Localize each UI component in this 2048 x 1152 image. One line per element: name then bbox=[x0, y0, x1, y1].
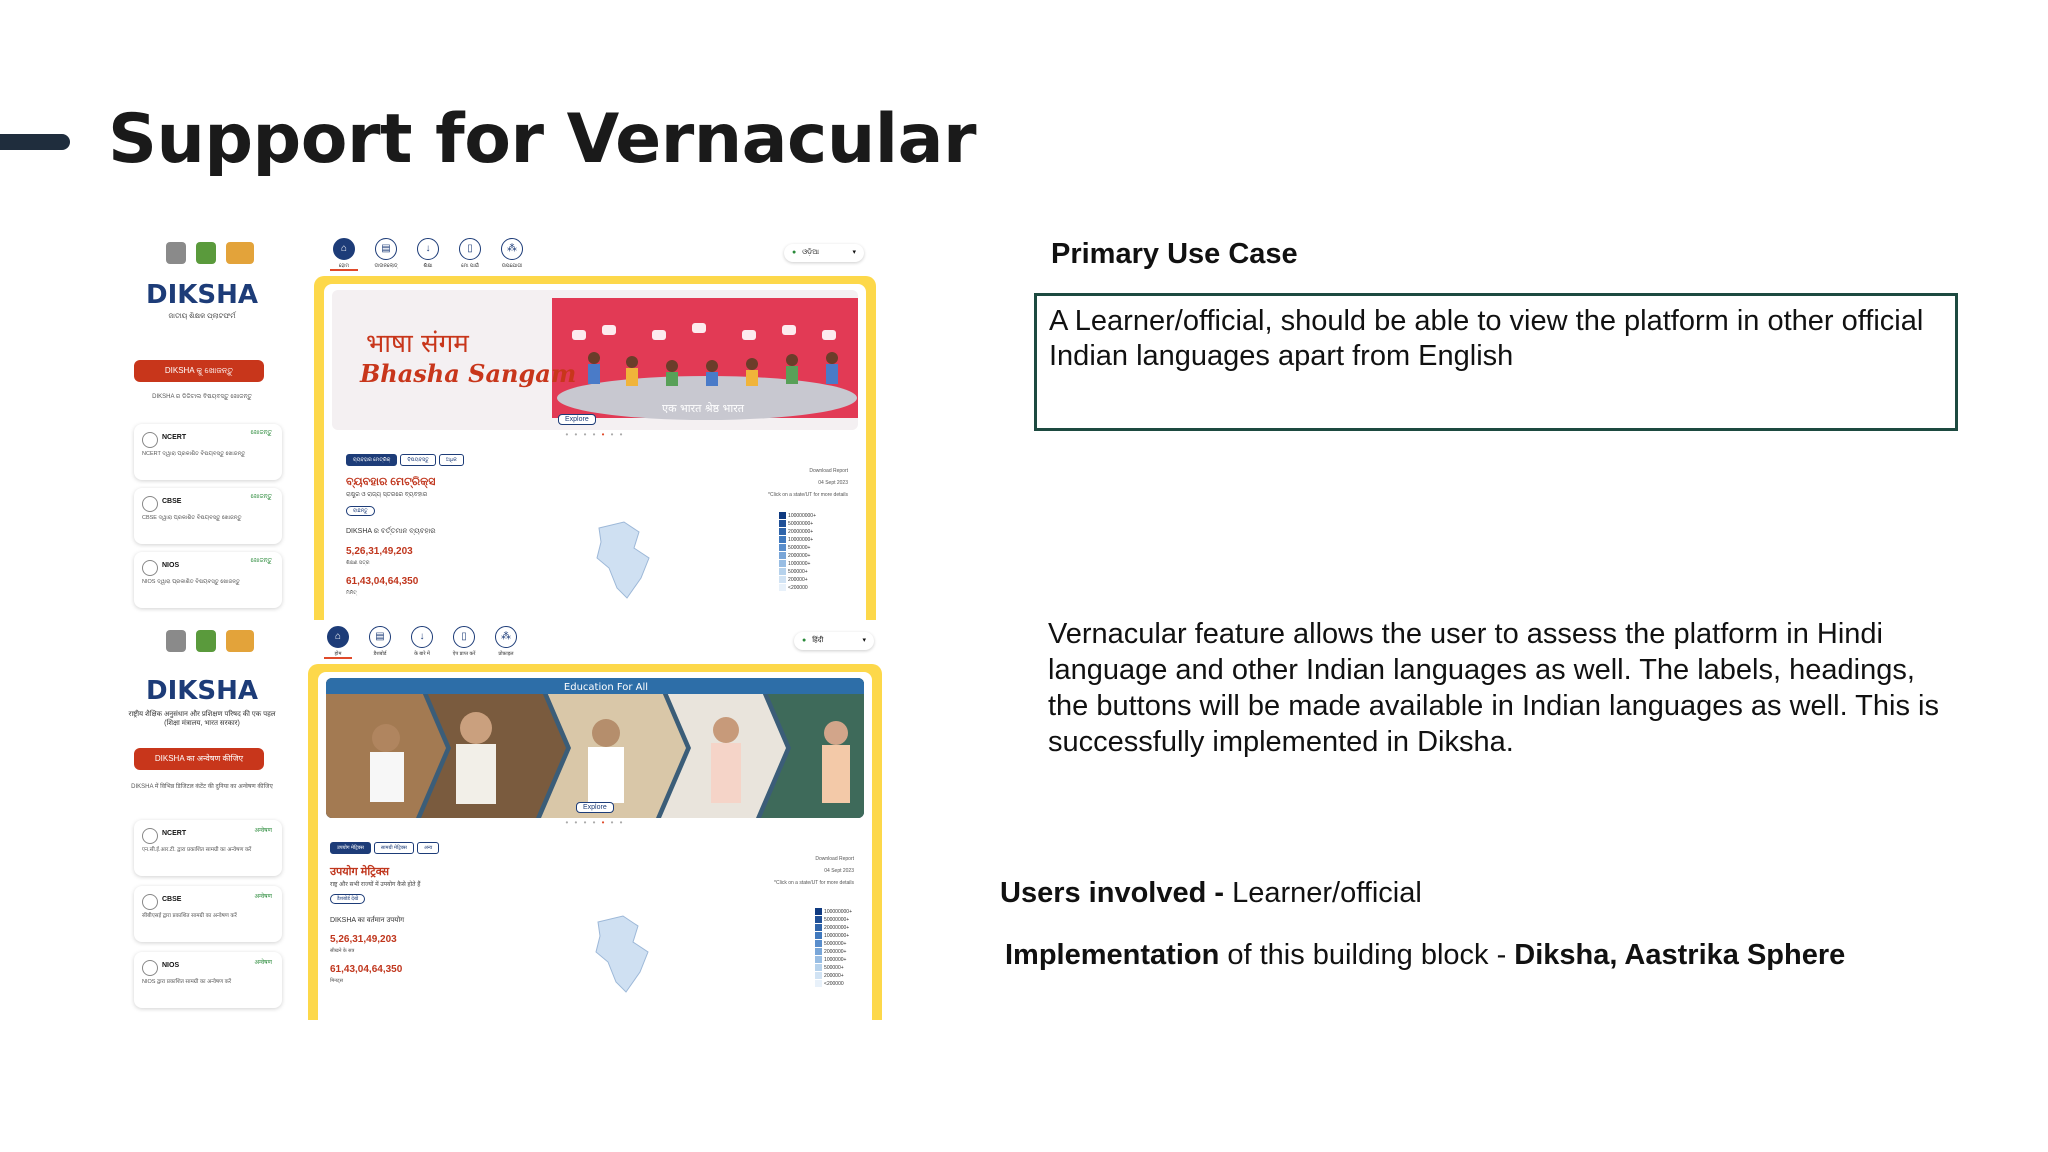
hero-banner[interactable] bbox=[326, 678, 864, 818]
legend-label: 20000000+ bbox=[824, 925, 850, 931]
legend-swatch bbox=[779, 536, 786, 543]
updated-date: 04 Sept 2023 bbox=[818, 480, 848, 486]
network-icon: ⁂ bbox=[495, 626, 517, 648]
dashboard-icon: ▤ bbox=[375, 238, 397, 260]
nav-label: होम bbox=[324, 651, 352, 659]
chevron-down-icon: ▾ bbox=[852, 249, 856, 256]
info-icon: ↓ bbox=[411, 626, 433, 648]
users-value: Learner/official bbox=[1232, 877, 1422, 909]
language-select[interactable] bbox=[794, 632, 874, 650]
legend-swatch bbox=[779, 544, 786, 551]
stat-minutes-label: ମିନିଟ୍ bbox=[346, 590, 357, 596]
metrics-subtitle: ରାଷ୍ଟ୍ର ଓ ରାଜ୍ୟ ସ୍ତରରେ ବ୍ୟବହାର bbox=[346, 492, 428, 498]
nav-label: ହୋମ bbox=[330, 263, 358, 271]
tab-more[interactable]: ଅଧିକ bbox=[439, 454, 464, 466]
banner-title-native: भाषा संगम bbox=[366, 329, 469, 359]
india-map[interactable] bbox=[579, 518, 669, 608]
legend-label: 200000+ bbox=[824, 973, 844, 979]
legend-label: 500000+ bbox=[788, 569, 808, 575]
nav-profile[interactable] bbox=[492, 626, 520, 659]
ncert-logo-icon bbox=[142, 432, 158, 448]
partner-logos bbox=[166, 242, 254, 264]
click-note: *Click on a state/UT for more details bbox=[768, 492, 848, 498]
legend-label: 5000000+ bbox=[788, 545, 811, 551]
metrics-subtitle: राष्ट्र और सभी राज्यों में उपयोग कैसे होते हैं bbox=[330, 882, 421, 888]
legend-item bbox=[779, 536, 816, 544]
legend-swatch bbox=[815, 908, 822, 915]
legend-label: <200000 bbox=[788, 585, 808, 591]
explore-caption: DIKSHA ର ଡିଜିଟାଲ ବିଷୟବସ୍ତୁ ଖୋଜନ୍ତୁ bbox=[152, 394, 252, 400]
phone-icon: ▯ bbox=[459, 238, 481, 260]
card-badge: अन्वेषण bbox=[254, 894, 272, 900]
card-badge: अन्वेषण bbox=[254, 960, 272, 966]
download-report-link[interactable]: Download Report bbox=[815, 856, 854, 862]
stat-minutes-label: मिनट्स bbox=[330, 978, 343, 984]
legend-swatch bbox=[779, 552, 786, 559]
language-select[interactable] bbox=[784, 244, 864, 262]
legend-label: 100000000+ bbox=[824, 909, 852, 915]
legend-swatch bbox=[779, 528, 786, 535]
legend-swatch bbox=[815, 980, 822, 987]
nav-label: ଶିକ୍ଷା bbox=[423, 263, 433, 269]
legend-label: 10000000+ bbox=[824, 933, 850, 939]
implementation-label: Implementation bbox=[1005, 939, 1220, 971]
legend-item bbox=[815, 980, 852, 988]
board-card-ncert[interactable] bbox=[134, 820, 282, 876]
legend-item bbox=[779, 528, 816, 536]
info-icon: ↓ bbox=[417, 238, 439, 260]
tab-usage[interactable]: उपयोग मेट्रिक्स bbox=[330, 842, 371, 854]
card-desc: एन.सी.ई.आर.टी. द्वारा प्रकाशित सामग्री का अन्वेषण करें bbox=[142, 847, 252, 853]
legend-item bbox=[779, 552, 816, 560]
users-label: Users involved - bbox=[1000, 877, 1233, 909]
banner-caption: Education For All bbox=[563, 682, 649, 693]
legend-label: 1000000+ bbox=[788, 561, 811, 567]
network-icon: ⁂ bbox=[501, 238, 523, 260]
nav-about[interactable] bbox=[414, 238, 442, 271]
metrics-label: DIKSHA का वर्तमान उपयोग bbox=[330, 917, 405, 924]
nav-about[interactable] bbox=[408, 626, 436, 659]
cbse-logo-icon bbox=[142, 894, 158, 910]
legend-swatch bbox=[815, 924, 822, 931]
card-name: CBSE bbox=[162, 896, 182, 903]
implementation-label-rest: of this building block - bbox=[1219, 939, 1515, 971]
metrics-tabs bbox=[330, 842, 439, 854]
nav-label: प्रोफ़ाइल bbox=[498, 651, 514, 657]
nav-dashboard[interactable] bbox=[366, 626, 394, 659]
banner-caption: एक भारत श्रेष्ठ भारत bbox=[662, 402, 744, 415]
legend-item bbox=[779, 560, 816, 568]
implementation-value: Diksha, Aastrika Sphere bbox=[1514, 939, 1846, 971]
legend-label: 50000000+ bbox=[788, 521, 814, 527]
nav-dashboard[interactable] bbox=[372, 238, 400, 271]
brand-tagline: राष्ट्रीय शैक्षिक अनुसंधान और प्रशिक्षण परिषद की एक पहल (शिक्षा मंत्रालय, भारत सरकार) bbox=[128, 711, 276, 727]
chevron-down-icon: ▾ bbox=[862, 637, 866, 644]
nav-app[interactable] bbox=[456, 238, 484, 271]
title-accent-bar bbox=[0, 134, 70, 150]
explore-caption: DIKSHA में विभिन्न डिजिटल कंटेंट की दुनिया का अन्वेषण कीजिए bbox=[131, 784, 273, 790]
nav-app[interactable] bbox=[450, 626, 478, 659]
legend-item bbox=[815, 916, 852, 924]
card-badge: ଖୋଜନ୍ତୁ bbox=[250, 558, 272, 564]
legend-swatch bbox=[815, 940, 822, 947]
banner-explore-button[interactable]: Explore bbox=[576, 802, 614, 813]
legend-label: 200000+ bbox=[788, 577, 808, 583]
legend-swatch bbox=[779, 584, 786, 591]
legend-item bbox=[815, 932, 852, 940]
tab-content[interactable]: सामग्री मेट्रिक्स bbox=[374, 842, 414, 854]
emblem-icon bbox=[166, 630, 186, 652]
legend-swatch bbox=[815, 948, 822, 955]
home-icon: ⌂ bbox=[327, 626, 349, 648]
legend-swatch bbox=[779, 568, 786, 575]
carousel-dots[interactable]: • • • • • • • bbox=[565, 818, 625, 827]
aadhya-logo-icon bbox=[226, 630, 254, 652]
primary-use-case-text: A Learner/official, should be able to view the platform in other official Indian languages apart from English bbox=[1049, 305, 1924, 372]
nav-label: ଡାଉନଲୋଡ୍ bbox=[374, 263, 398, 269]
nav-home[interactable] bbox=[324, 626, 352, 659]
legend-swatch bbox=[815, 964, 822, 971]
metrics-heading: उपयोग मेट्रिक्स bbox=[330, 866, 390, 878]
ncert-logo-icon bbox=[142, 828, 158, 844]
stat-learning-sessions-label: ଶିକ୍ଷଣ ସତ୍ର bbox=[346, 560, 370, 566]
board-card-ncert[interactable] bbox=[134, 424, 282, 480]
leaf-logo-icon bbox=[196, 630, 216, 652]
aadhya-logo-icon bbox=[226, 242, 254, 264]
explore-diksha-button[interactable]: DIKSHA କୁ ଖୋଜନ୍ତୁ bbox=[134, 360, 264, 382]
legend-label: 2000000+ bbox=[824, 949, 847, 955]
brand-logo: DIKSHA bbox=[145, 676, 258, 706]
card-name: NIOS bbox=[162, 962, 180, 969]
legend-item bbox=[779, 584, 816, 592]
screenshot-odia bbox=[108, 232, 884, 620]
hero-banner[interactable] bbox=[332, 290, 858, 430]
legend-item bbox=[815, 964, 852, 972]
tab-content[interactable]: ବିଷୟବସ୍ତୁ bbox=[400, 454, 435, 466]
legend-item bbox=[779, 512, 816, 520]
legend-label: <200000 bbox=[824, 981, 844, 987]
stat-minutes: 61,43,04,64,350 bbox=[346, 576, 419, 587]
nav-label: ऐप प्राप्त करें bbox=[452, 651, 476, 657]
nav-home[interactable] bbox=[330, 238, 358, 271]
map-legend bbox=[815, 908, 852, 988]
india-map[interactable] bbox=[578, 912, 668, 1002]
legend-label: 1000000+ bbox=[824, 957, 847, 963]
board-card-cbse[interactable] bbox=[134, 886, 282, 942]
legend-label: 20000000+ bbox=[788, 529, 814, 535]
legend-item bbox=[815, 972, 852, 980]
metrics-tabs bbox=[346, 454, 464, 466]
nav-label: के बारे में bbox=[414, 651, 430, 657]
main-content bbox=[318, 672, 872, 1020]
legend-label: 100000000+ bbox=[788, 513, 816, 519]
stat-learning-sessions-label: सीखने के सत्र bbox=[330, 948, 355, 954]
banner-title-latin: Bhasha Sangam bbox=[360, 359, 577, 388]
card-badge: ଖୋଜନ୍ତୁ bbox=[250, 430, 272, 436]
language-value: हिंदी bbox=[812, 637, 824, 644]
card-desc: NIOS द्वारा प्रकाशित सामग्री का अन्वेषण करें bbox=[142, 979, 232, 985]
metrics-heading: ବ୍ୟବହାର ମେଟ୍ରିକ୍ସ bbox=[346, 476, 436, 488]
globe-icon: ● bbox=[792, 249, 797, 256]
education-for-all-banner bbox=[326, 678, 864, 818]
language-value: ଓଡ଼ିଆ bbox=[802, 249, 820, 256]
brand-tagline: ଜାତୀୟ ଶିକ୍ଷକ ପ୍ଲାଟଫର୍ମ bbox=[168, 313, 236, 320]
screenshot-hindi bbox=[108, 620, 884, 1020]
main-content bbox=[324, 284, 866, 620]
legend-item bbox=[779, 568, 816, 576]
nios-logo-icon bbox=[142, 560, 158, 576]
updated-date: 04 Sept 2023 bbox=[824, 868, 854, 874]
legend-label: 10000000+ bbox=[788, 537, 814, 543]
stat-learning-sessions: 5,26,31,49,203 bbox=[330, 934, 397, 945]
card-badge: अन्वेषण bbox=[254, 828, 272, 834]
globe-icon: ● bbox=[802, 637, 807, 644]
metrics-button[interactable]: ବାଛନ୍ତୁ bbox=[346, 506, 375, 516]
sidebar bbox=[108, 232, 296, 620]
slide-title: Support for Vernacular bbox=[108, 100, 976, 179]
card-desc: NIOS ଦ୍ୱାରା ପ୍ରକାଶିତ ବିଷୟବସ୍ତୁ ଖୋଜନ୍ତୁ bbox=[142, 579, 240, 585]
carousel-dots[interactable]: • • • • • • • bbox=[565, 430, 625, 439]
legend-label: 50000000+ bbox=[824, 917, 850, 923]
legend-swatch bbox=[815, 916, 822, 923]
top-nav bbox=[324, 626, 520, 659]
card-name: NCERT bbox=[162, 830, 187, 837]
main-frame bbox=[314, 276, 876, 620]
stat-minutes: 61,43,04,64,350 bbox=[330, 964, 403, 975]
top-nav bbox=[330, 238, 526, 271]
emblem-icon bbox=[166, 242, 186, 264]
card-badge: ଖୋଜନ୍ତୁ bbox=[250, 494, 272, 500]
legend-swatch bbox=[815, 932, 822, 939]
card-name: NCERT bbox=[162, 434, 187, 441]
brand-logo: DIKSHA bbox=[145, 280, 258, 310]
sidebar bbox=[108, 620, 296, 1020]
legend-swatch bbox=[815, 972, 822, 979]
tab-more[interactable]: अन्य bbox=[417, 842, 439, 854]
legend-swatch bbox=[815, 956, 822, 963]
banner-explore-button[interactable]: Explore bbox=[558, 414, 596, 425]
main-frame bbox=[308, 664, 882, 1020]
board-card-nios[interactable] bbox=[134, 552, 282, 608]
legend-item bbox=[815, 924, 852, 932]
partner-logos bbox=[166, 630, 254, 652]
legend-swatch bbox=[779, 520, 786, 527]
legend-label: 5000000+ bbox=[824, 941, 847, 947]
phone-icon: ▯ bbox=[453, 626, 475, 648]
legend-item bbox=[779, 576, 816, 584]
bhasha-sangam-banner bbox=[332, 290, 858, 430]
download-report-link[interactable]: Download Report bbox=[809, 468, 848, 474]
nav-profile[interactable] bbox=[498, 238, 526, 271]
feature-description: Vernacular feature allows the user to assess the platform in Hindi language and other Indian languages as well. The labels, headings, the buttons will be made available in Indian languages as well. This is successfully implemented in Diksha. bbox=[1048, 618, 1939, 758]
card-name: CBSE bbox=[162, 498, 182, 505]
legend-label: 500000+ bbox=[824, 965, 844, 971]
click-note: *Click on a state/UT for more details bbox=[774, 880, 854, 886]
card-desc: CBSE ଦ୍ୱାରା ପ୍ରକାଶିତ ବିଷୟବସ୍ତୁ ଖୋଜନ୍ତୁ bbox=[142, 515, 242, 521]
metrics-label: DIKSHA ର ବର୍ତ୍ତମାନ ବ୍ୟବହାର bbox=[346, 528, 436, 535]
explore-diksha-button[interactable]: DIKSHA का अन्वेषण कीजिए bbox=[134, 748, 264, 770]
implementation bbox=[1005, 939, 1845, 972]
primary-use-case-heading: Primary Use Case bbox=[1051, 238, 1298, 270]
legend-swatch bbox=[779, 576, 786, 583]
leaf-logo-icon bbox=[196, 242, 216, 264]
board-card-cbse[interactable] bbox=[134, 488, 282, 544]
legend-swatch bbox=[779, 560, 786, 567]
nav-label: डैशबोर्ड bbox=[373, 651, 387, 657]
board-card-nios[interactable] bbox=[134, 952, 282, 1008]
dashboard-icon: ▤ bbox=[369, 626, 391, 648]
legend-item bbox=[815, 956, 852, 964]
home-icon: ⌂ bbox=[333, 238, 355, 260]
legend-swatch bbox=[779, 512, 786, 519]
metrics-button[interactable]: डैशबोर्ड देखें bbox=[330, 894, 365, 904]
card-desc: NCERT ଦ୍ୱାରା ପ୍ରକାଶିତ ବିଷୟବସ୍ତୁ ଖୋଜନ୍ତୁ bbox=[142, 451, 246, 457]
map-legend bbox=[779, 512, 816, 592]
cbse-logo-icon bbox=[142, 496, 158, 512]
legend-label: 2000000+ bbox=[788, 553, 811, 559]
card-name: NIOS bbox=[162, 562, 180, 569]
legend-item bbox=[815, 940, 852, 948]
nav-label: ମୋ ପାଇଁ bbox=[461, 263, 479, 269]
card-desc: सीबीएसई द्वारा प्रकाशित सामग्री का अन्वेषण करें bbox=[142, 913, 237, 919]
nios-logo-icon bbox=[142, 960, 158, 976]
legend-item bbox=[815, 948, 852, 956]
legend-item bbox=[779, 520, 816, 528]
users-involved bbox=[1000, 877, 1422, 910]
legend-item bbox=[815, 908, 852, 916]
stat-learning-sessions: 5,26,31,49,203 bbox=[346, 546, 413, 557]
tab-usage[interactable]: ବ୍ୟବହାର ମେଟ୍ରିକ୍ bbox=[346, 454, 397, 466]
nav-label: ଉପଯୋଗୀ bbox=[501, 263, 523, 269]
legend-item bbox=[779, 544, 816, 552]
